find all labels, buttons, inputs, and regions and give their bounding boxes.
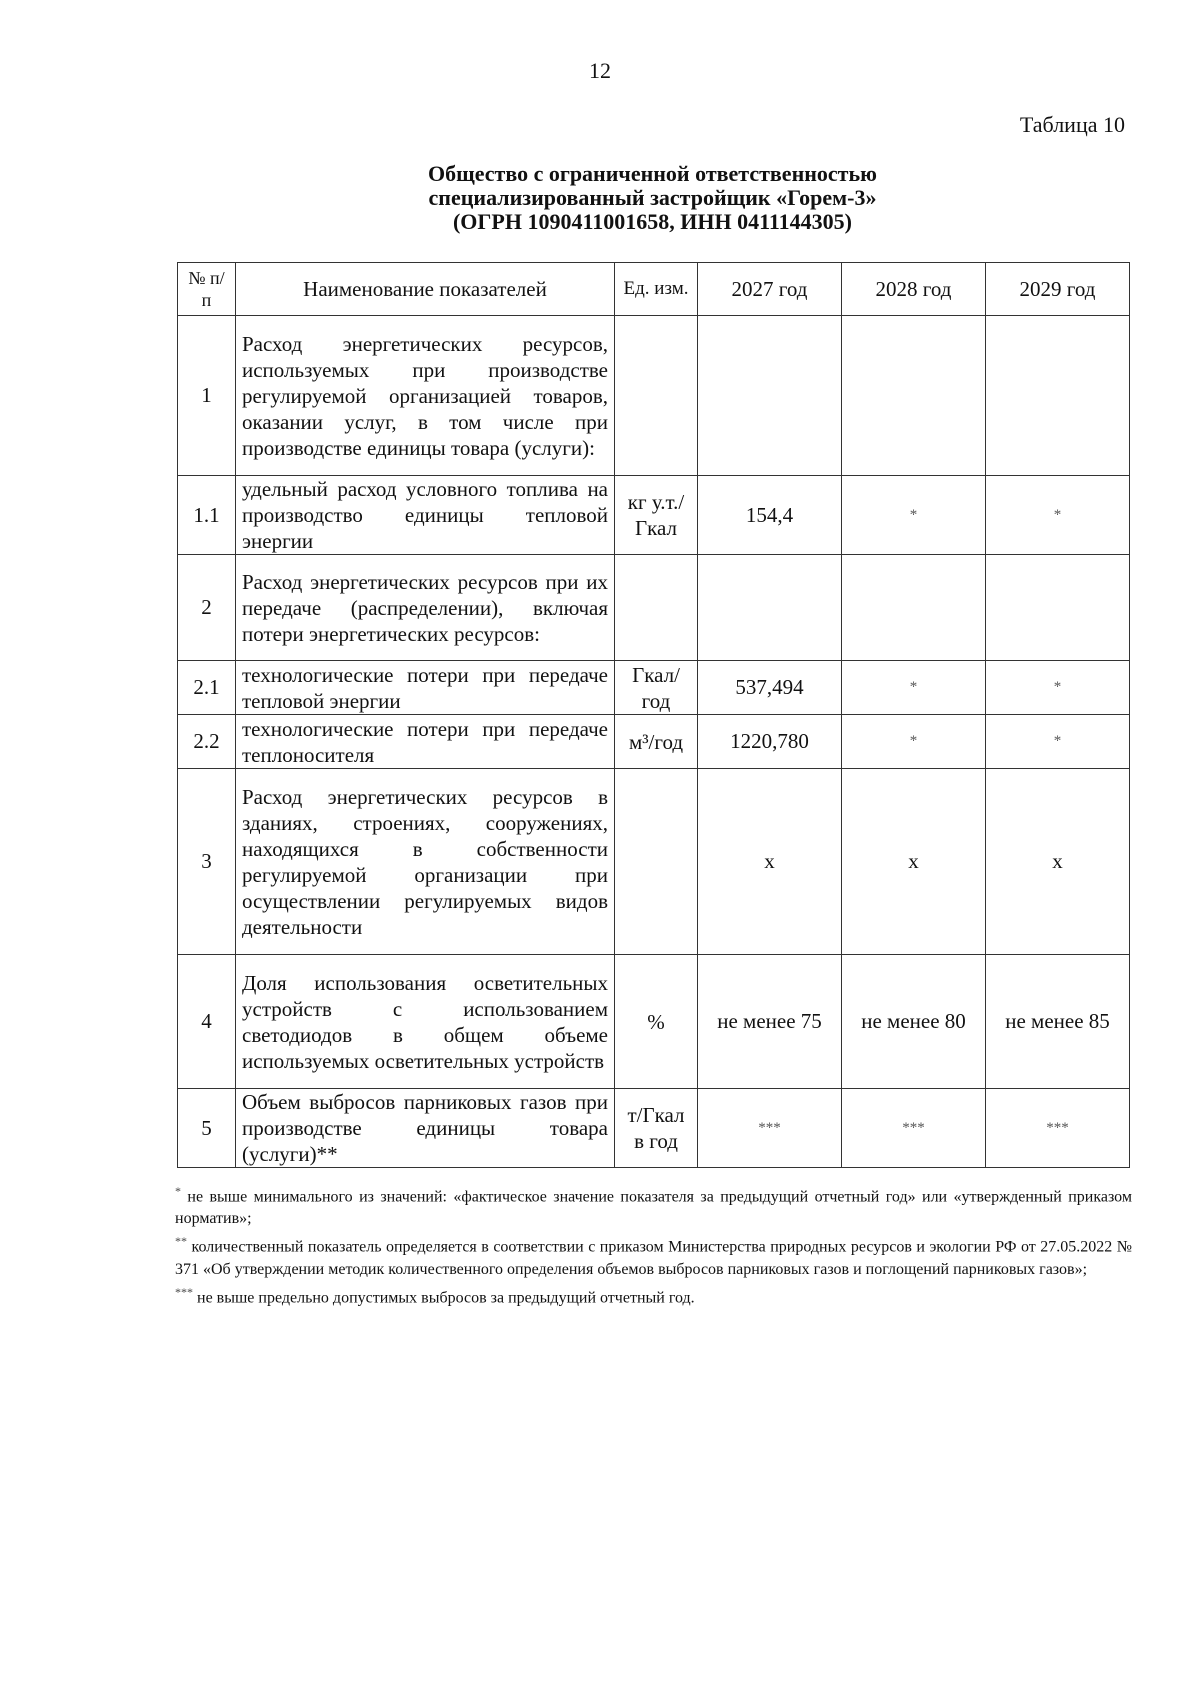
row-value-2028 bbox=[842, 555, 986, 661]
header-name: Наименование показателей bbox=[236, 263, 615, 316]
header-2028: 2028 год bbox=[842, 263, 986, 316]
footnote bbox=[175, 1281, 1132, 1309]
row-value-2027: 1220,780 bbox=[698, 715, 842, 769]
footnote-text: не выше предельно допустимых выбросов за предыдущий отчетный год. bbox=[197, 1288, 695, 1306]
row-unit: Гкал/ год bbox=[615, 661, 698, 715]
row-num: 3 bbox=[178, 769, 236, 955]
row-name: удельный расход условного топлива на производство единицы тепловой энергии bbox=[236, 476, 615, 555]
row-name: Расход энергетических ресурсов в зданиях, строениях, сооружениях, находящихся в собственности регулируемой организации при осуществлении регулируемых видов деятельности bbox=[236, 769, 615, 955]
row-unit: кг у.т./ Гкал bbox=[615, 476, 698, 555]
organization-registration: (ОГРН 1090411001658, ИНН 0411144305) bbox=[452, 209, 852, 234]
row-unit bbox=[615, 555, 698, 661]
row-value-2029: * bbox=[986, 661, 1130, 715]
row-unit bbox=[615, 769, 698, 955]
row-value-2027: 154,4 bbox=[698, 476, 842, 555]
footnote-text: не выше минимального из значений: «фактическое значение показателя за предыдущий отчетный год» или «утвержденный приказом норматив»; bbox=[175, 1188, 1133, 1228]
table-row bbox=[178, 555, 1130, 661]
organization-name-line1: Общество с ограниченной ответственностью bbox=[428, 161, 877, 186]
row-name: Объем выбросов парниковых газов при производстве единицы товара (услуги)** bbox=[236, 1089, 615, 1168]
row-unit: т/Гкал в год bbox=[615, 1089, 698, 1168]
row-value-2028: *** bbox=[842, 1089, 986, 1168]
row-value-2028: х bbox=[842, 769, 986, 955]
row-value-2029: *** bbox=[986, 1089, 1130, 1168]
row-unit: % bbox=[615, 955, 698, 1089]
table-row bbox=[178, 715, 1130, 769]
page-number: 12 bbox=[589, 58, 611, 83]
row-value-2027: х bbox=[698, 769, 842, 955]
row-num: 5 bbox=[178, 1089, 236, 1168]
footnote-mark: * bbox=[175, 1184, 181, 1198]
row-value-2027 bbox=[698, 555, 842, 661]
row-value-2029: не менее 85 bbox=[986, 955, 1130, 1089]
row-value-2029 bbox=[986, 555, 1130, 661]
row-value-2028: * bbox=[842, 476, 986, 555]
row-value-2029 bbox=[986, 316, 1130, 476]
table-row bbox=[178, 476, 1130, 555]
row-value-2028: * bbox=[842, 715, 986, 769]
row-value-2027: не менее 75 bbox=[698, 955, 842, 1089]
table-label: Таблица 10 bbox=[1019, 112, 1125, 137]
row-value-2028: * bbox=[842, 661, 986, 715]
table-row bbox=[178, 955, 1130, 1089]
header-2027: 2027 год bbox=[698, 263, 842, 316]
row-value-2028 bbox=[842, 316, 986, 476]
table-row bbox=[178, 316, 1130, 476]
row-name: Расход энергетических ресурсов при их передаче (распределении), включая потери энергетических ресурсов: bbox=[236, 555, 615, 661]
row-value-2028: не менее 80 bbox=[842, 955, 986, 1089]
indicators-table bbox=[177, 262, 1130, 1168]
row-name: технологические потери при передаче тепловой энергии bbox=[236, 661, 615, 715]
organization-name-line2: специализированный застройщик «Горем-3» bbox=[428, 185, 877, 210]
footnote-text: количественный показатель определяется в соответствии с приказом Министерства природных ресурсов и экологии РФ от 27.05.2022 № 371 «Об утверждении методик количественного определения объемов выбросов парниковых газов и поглощений парниковых газов»; bbox=[175, 1238, 1133, 1278]
row-num: 1 bbox=[178, 316, 236, 476]
table-header-row bbox=[178, 263, 1130, 316]
row-num: 4 bbox=[178, 955, 236, 1089]
row-name: технологические потери при передаче теплоносителя bbox=[236, 715, 615, 769]
footnote-mark: ** bbox=[175, 1234, 187, 1249]
row-num: 2 bbox=[178, 555, 236, 661]
row-unit bbox=[615, 316, 698, 476]
row-num: 1.1 bbox=[178, 476, 236, 555]
organization-title bbox=[0, 162, 1200, 234]
table-row bbox=[178, 661, 1130, 715]
table-row bbox=[178, 769, 1130, 955]
row-unit: м³/год bbox=[615, 715, 698, 769]
row-value-2029: * bbox=[986, 476, 1130, 555]
row-name: Доля использования осветительных устройств с использованием светодиодов в общем объеме используемых осветительных устройств bbox=[236, 955, 615, 1089]
header-num: № п/п bbox=[178, 263, 236, 316]
footnote bbox=[175, 1230, 1132, 1280]
table-row bbox=[178, 1089, 1130, 1168]
row-value-2027: *** bbox=[698, 1089, 842, 1168]
row-value-2027 bbox=[698, 316, 842, 476]
row-value-2027: 537,494 bbox=[698, 661, 842, 715]
footnote bbox=[175, 1180, 1132, 1230]
footnote-mark: *** bbox=[175, 1284, 193, 1299]
header-2029: 2029 год bbox=[986, 263, 1130, 316]
row-num: 2.2 bbox=[178, 715, 236, 769]
header-unit: Ед. изм. bbox=[615, 263, 698, 316]
footnotes bbox=[175, 1180, 1132, 1309]
row-value-2029: х bbox=[986, 769, 1130, 955]
row-value-2029: * bbox=[986, 715, 1130, 769]
row-name: Расход энергетических ресурсов, используемых при производстве регулируемой организацией товаров, оказании услуг, в том числе при производстве единицы товара (услуги): bbox=[236, 316, 615, 476]
row-num: 2.1 bbox=[178, 661, 236, 715]
